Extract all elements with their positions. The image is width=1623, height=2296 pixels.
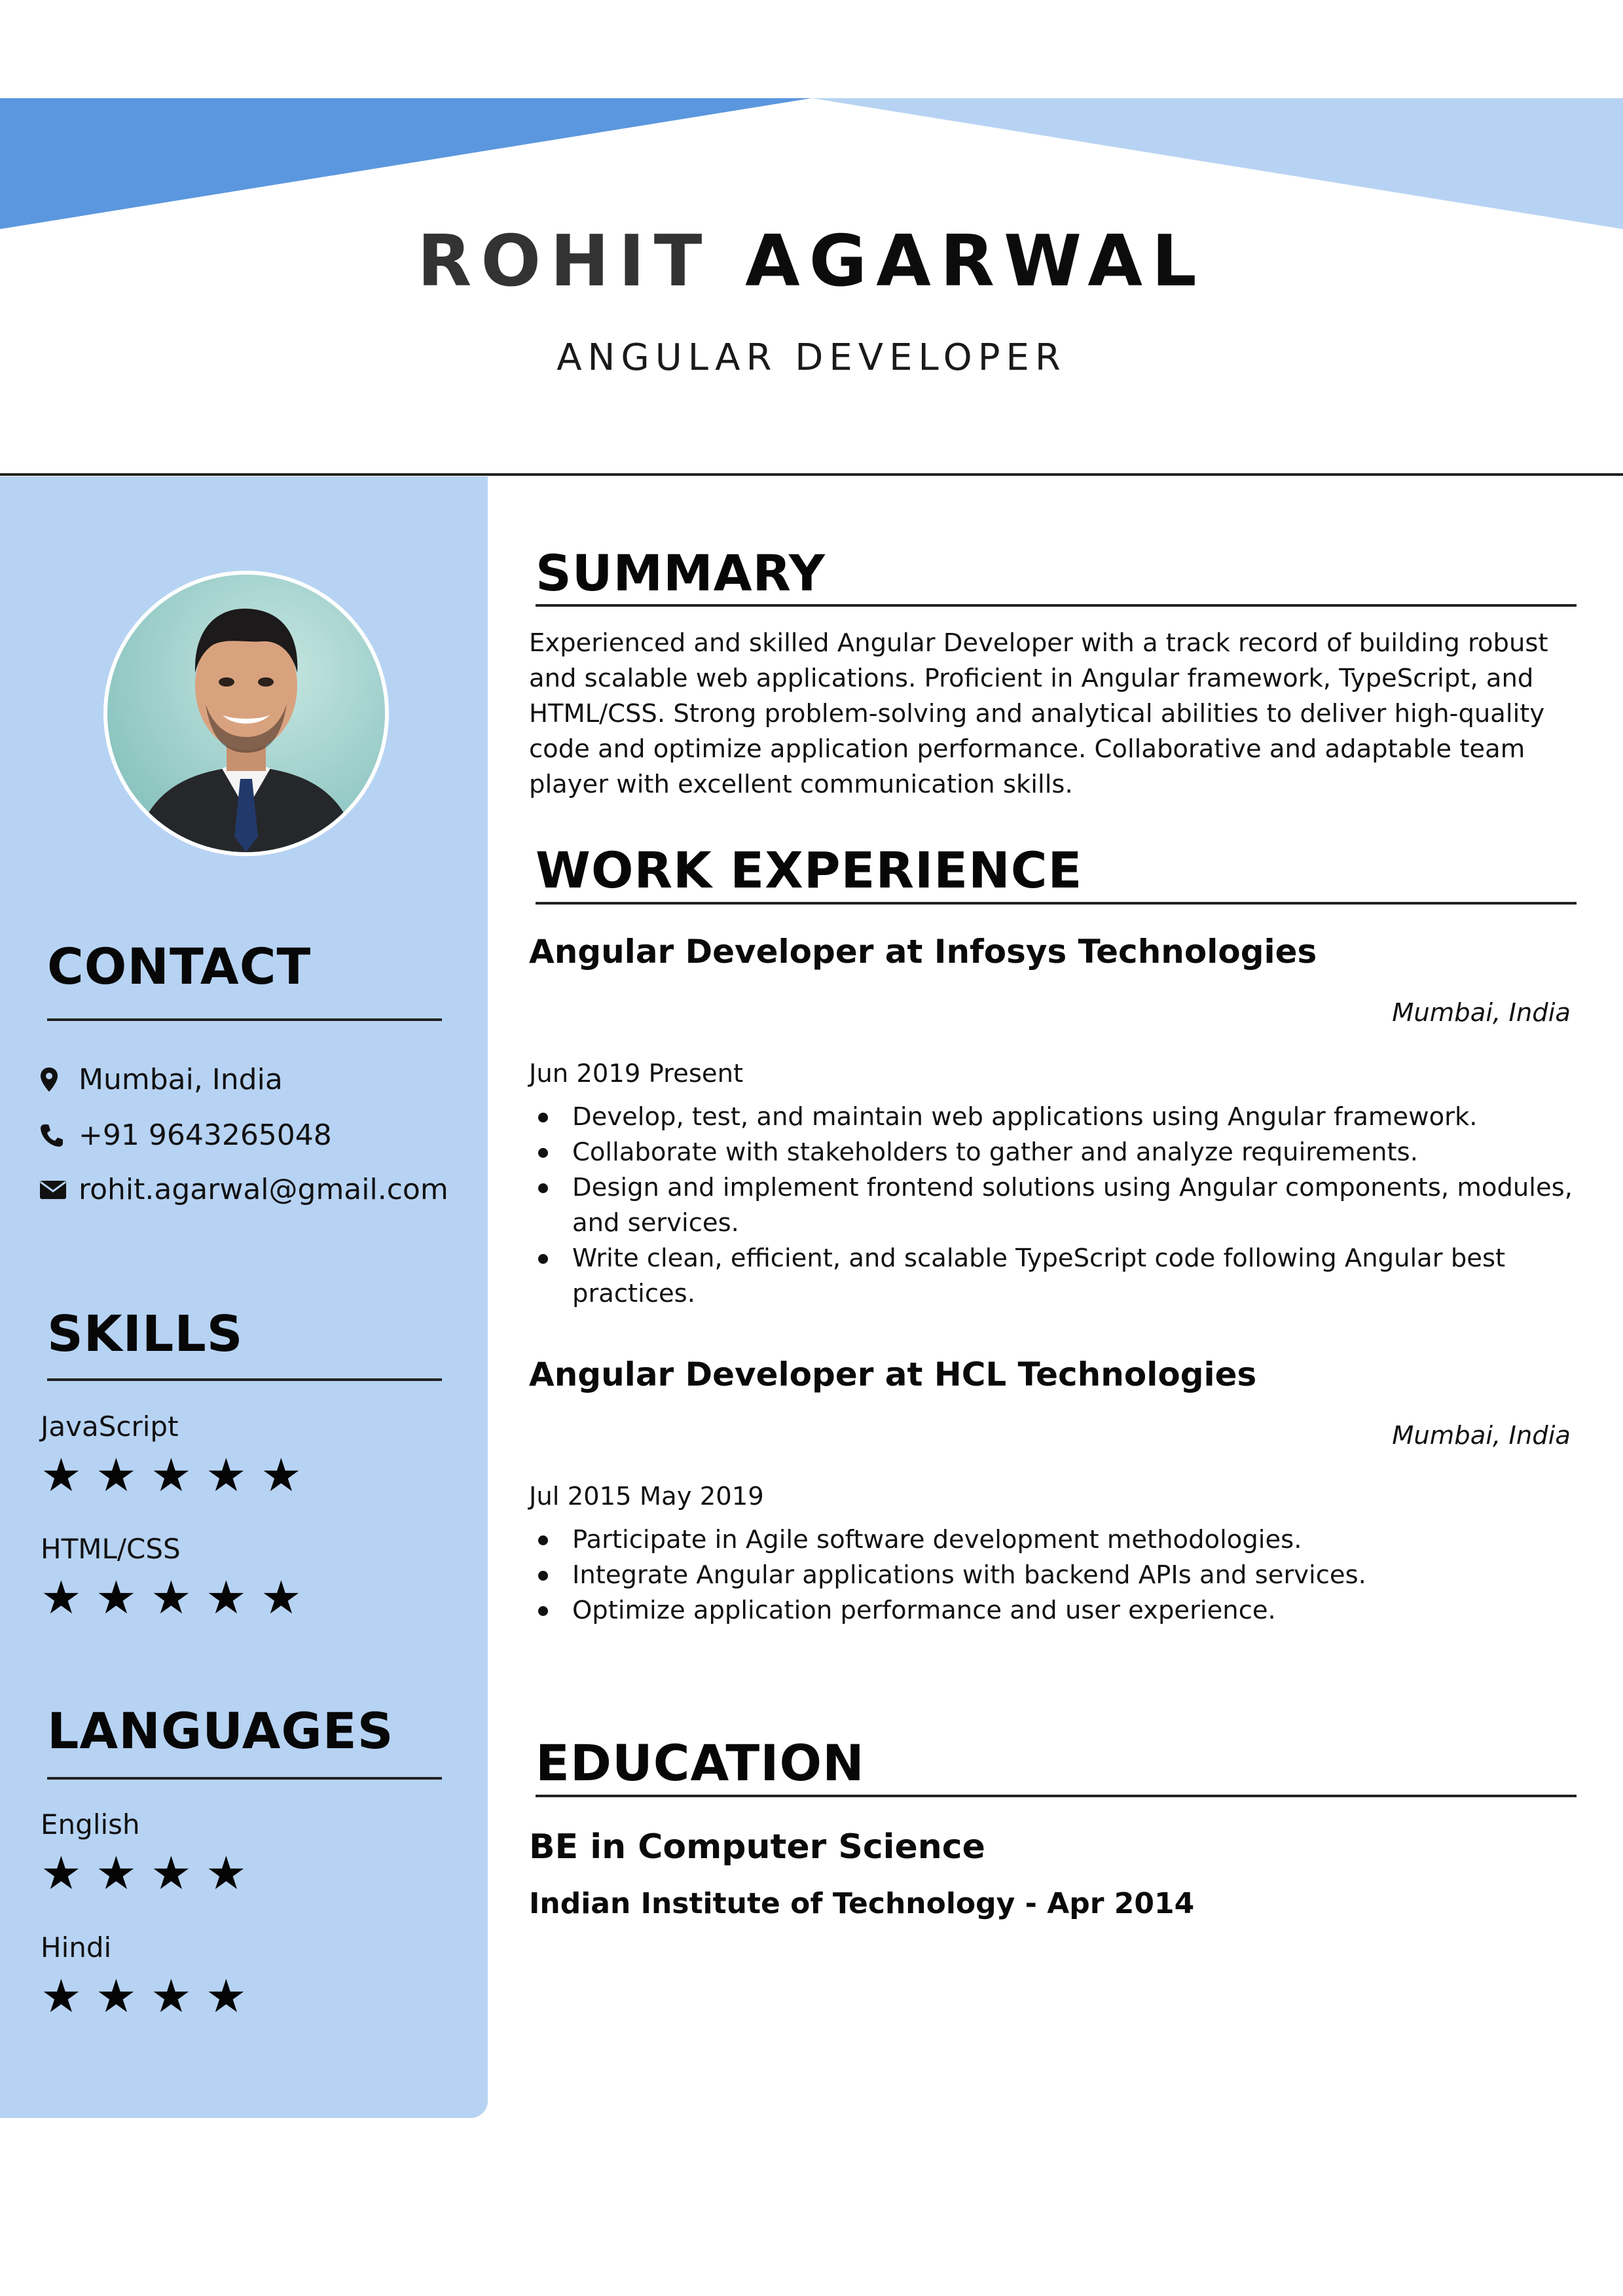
skill-name: HTML/CSS [41, 1533, 181, 1565]
list-item [529, 1558, 1577, 1593]
skill-rating [41, 1571, 316, 1624]
work-experience-divider [536, 902, 1577, 905]
contact-phone [39, 1116, 332, 1155]
star-icon: ★ [206, 1571, 247, 1624]
star-icon: ★ [151, 1448, 192, 1502]
degree: BE in Computer Science [529, 1827, 985, 1867]
first-name: ROHIT [417, 221, 712, 302]
institution: Indian Institute of Technology - Apr 2014 [529, 1887, 1195, 1920]
last-name: AGARWAL [745, 221, 1206, 302]
skills-heading: SKILLS [47, 1304, 244, 1363]
job-location: Mumbai, India [1392, 998, 1571, 1028]
education-divider [536, 1795, 1577, 1797]
star-icon: ★ [41, 1969, 82, 2023]
summary-text: Experienced and skilled Angular Developer with a track record of building robust and scalable web applications. Proficient in Angular framework, TypeScript, and HTML/CSS. Strong problem-solving and analytical abilities to deliver high-quality code and optimize application performance. Collaborative and adaptable team player with excellent communication skills. [529, 628, 1548, 799]
person-portrait-icon [107, 575, 385, 852]
banner-light-shape [812, 98, 1623, 229]
bullet-icon [538, 1183, 548, 1193]
envelope-icon [39, 1174, 71, 1206]
job-dates: Jun 2019 Present [529, 1059, 744, 1088]
bullet-icon [538, 1148, 548, 1158]
star-icon: ★ [261, 1448, 302, 1502]
language-rating [41, 1969, 261, 2023]
job-responsibilities [529, 1522, 1577, 1628]
responsibility-text: Integrate Angular applications with backend APIs and services. [572, 1560, 1366, 1590]
skills-divider [47, 1378, 442, 1381]
contact-phone-text: +91 9643265048 [79, 1119, 332, 1152]
list-item [529, 1170, 1577, 1241]
star-icon: ★ [206, 1846, 247, 1900]
skill-rating [41, 1448, 316, 1502]
bullet-icon [538, 1254, 548, 1264]
education-heading: EDUCATION [536, 1734, 865, 1792]
star-icon: ★ [151, 1846, 192, 1900]
language-name: Hindi [41, 1931, 112, 1964]
profile-photo [103, 571, 389, 856]
banner-dark-shape [0, 98, 812, 229]
candidate-name [0, 219, 1623, 304]
job-dates: Jul 2015 May 2019 [529, 1482, 764, 1511]
bullet-icon [538, 1606, 548, 1616]
list-item [529, 1241, 1577, 1312]
profile-photo-image [107, 575, 385, 852]
language-name: English [41, 1808, 140, 1840]
star-icon: ★ [41, 1846, 82, 1900]
job-title: ANGULAR DEVELOPER [556, 336, 1067, 379]
list-item [529, 1593, 1577, 1628]
responsibility-text: Collaborate with stakeholders to gather and analyze requirements. [572, 1138, 1418, 1167]
summary-heading: SUMMARY [536, 544, 826, 602]
header-divider [0, 473, 1623, 476]
responsibility-text: Optimize application performance and user experience. [572, 1596, 1276, 1625]
star-icon: ★ [41, 1448, 82, 1502]
phone-icon [39, 1120, 71, 1151]
skill-name: JavaScript [41, 1410, 179, 1443]
star-icon: ★ [96, 1448, 137, 1502]
star-icon: ★ [261, 1571, 302, 1624]
bullet-icon [538, 1571, 548, 1581]
job-title-infosys: Angular Developer at Infosys Technologies [529, 933, 1317, 971]
languages-heading: LANGUAGES [47, 1702, 394, 1760]
language-rating [41, 1846, 261, 1900]
list-item [529, 1522, 1577, 1558]
job-location: Mumbai, India [1392, 1421, 1571, 1450]
responsibility-text: Participate in Agile software development methodologies. [572, 1525, 1302, 1554]
star-icon: ★ [206, 1448, 247, 1502]
contact-email-text: rohit.agarwal@gmail.com [79, 1173, 448, 1206]
list-item [529, 1100, 1577, 1135]
contact-divider [47, 1018, 442, 1021]
star-icon: ★ [96, 1571, 137, 1624]
responsibility-text: Develop, test, and maintain web applications using Angular framework. [572, 1102, 1478, 1132]
responsibility-text: Write clean, efficient, and scalable TypeScript code following Angular best practices. [572, 1244, 1506, 1308]
responsibility-text: Design and implement frontend solutions using Angular components, modules, and services. [572, 1173, 1573, 1238]
star-icon: ★ [206, 1969, 247, 2023]
job-responsibilities [529, 1100, 1577, 1312]
contact-heading: CONTACT [47, 937, 312, 996]
star-icon: ★ [151, 1571, 192, 1624]
job-title-hcl: Angular Developer at HCL Technologies [529, 1355, 1257, 1393]
contact-location-text: Mumbai, India [79, 1063, 283, 1096]
star-icon: ★ [96, 1846, 137, 1900]
bullet-icon [538, 1113, 548, 1122]
list-item [529, 1135, 1577, 1170]
star-icon: ★ [96, 1969, 137, 2023]
header-banner [0, 98, 1623, 229]
map-pin-icon [39, 1064, 71, 1096]
languages-divider [47, 1777, 442, 1780]
bullet-icon [538, 1535, 548, 1545]
star-icon: ★ [41, 1571, 82, 1624]
star-icon: ★ [151, 1969, 192, 2023]
contact-location [39, 1060, 283, 1100]
contact-email [39, 1170, 448, 1210]
work-experience-heading: WORK EXPERIENCE [536, 841, 1083, 899]
summary-divider [536, 604, 1577, 607]
